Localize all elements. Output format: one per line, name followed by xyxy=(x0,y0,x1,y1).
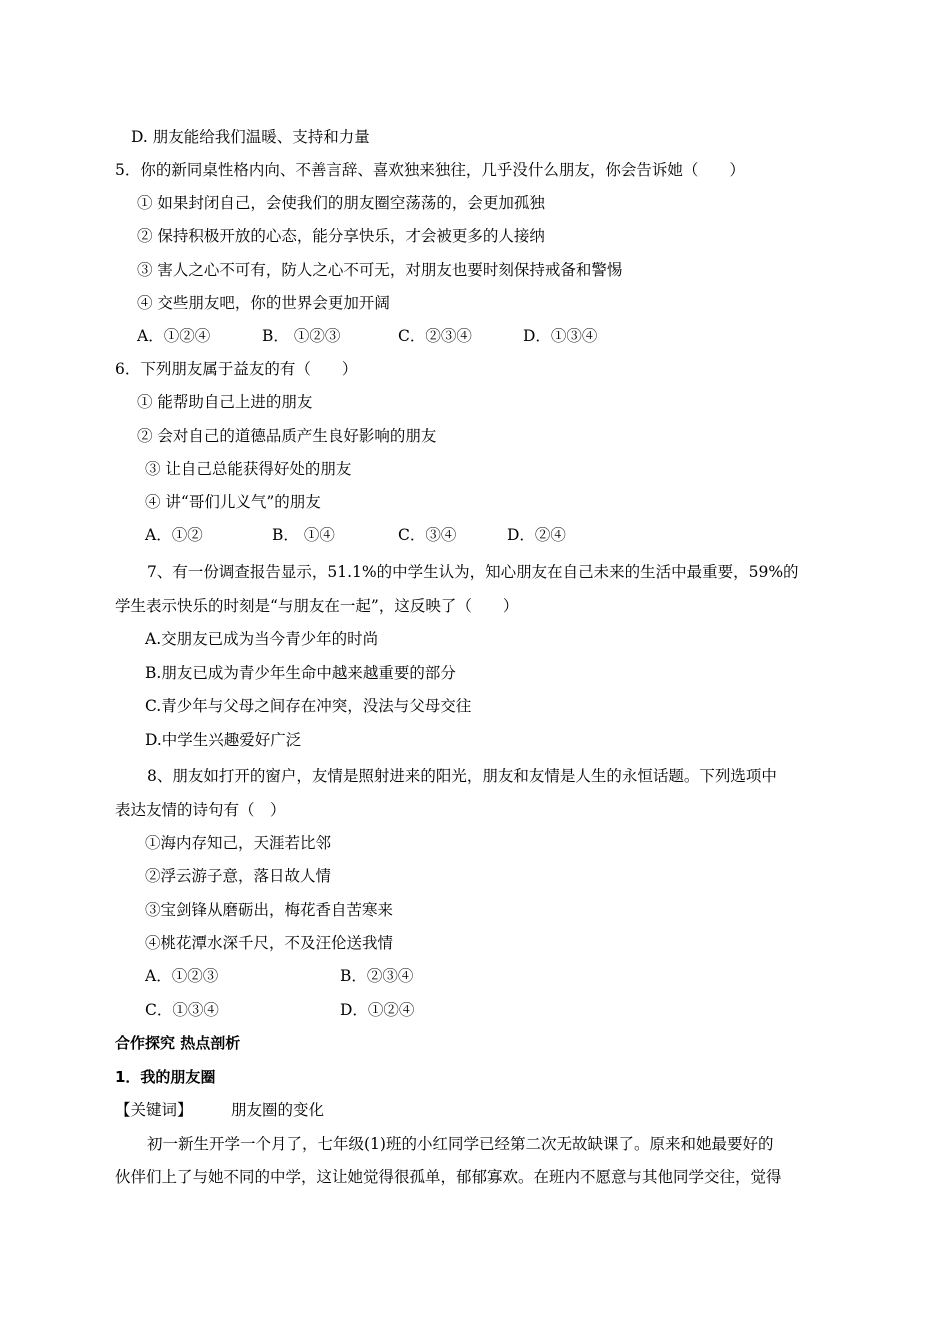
q8-option-a: A．①②③ xyxy=(145,967,219,985)
q7-stem-line-1: 7、有一份调查报告显示，51.1%的中学生认为，知心朋友在自己未来的生活中最重要，59%的 xyxy=(147,563,799,581)
paragraph-line-2: 伙伴们上了与她不同的中学，这让她觉得很孤单，郁郁寡欢。在班内不愿意与其他同学交往，觉得 xyxy=(115,1168,782,1186)
q6-item-3: ③ 让自己总能获得好处的朋友 xyxy=(145,460,352,478)
q8-item-2: ②浮云游子意，落日故人情 xyxy=(145,867,332,885)
q7-option-d: D.中学生兴趣爱好广泛 xyxy=(145,731,302,749)
q5-stem: 5．你的新同桌性格内向、不善言辞、喜欢独来独往，几乎没什么朋友，你会告诉她（ ） xyxy=(115,161,745,179)
q6-item-2: ② 会对自己的道德品质产生良好影响的朋友 xyxy=(137,427,437,445)
q8-item-1: ①海内存知己，天涯若比邻 xyxy=(145,834,332,852)
q8-item-3: ③宝剑锋从磨砺出，梅花香自苦寒来 xyxy=(145,901,394,919)
q6-option-b: B． ①④ xyxy=(272,526,335,544)
keyword-value: 朋友圈的变化 xyxy=(231,1101,325,1119)
q8-option-d: D．①②④ xyxy=(340,1001,415,1019)
q5-item-4: ④ 交些朋友吧，你的世界会更加开阔 xyxy=(137,294,390,312)
q5-option-c: C．②③④ xyxy=(398,327,472,345)
section-title: 合作探究 热点剖析 xyxy=(115,1034,241,1052)
q6-option-a: A．①② xyxy=(145,526,203,544)
q8-stem-line-2: 表达友情的诗句有（ ） xyxy=(115,801,286,819)
q7-option-a: A.交朋友已成为当今青少年的时尚 xyxy=(145,630,379,648)
q5-option-a: A．①②④ xyxy=(137,327,211,345)
q6-stem: 6．下列朋友属于益友的有（ ） xyxy=(115,360,358,378)
keyword-label: 【关键词】 xyxy=(115,1101,193,1119)
q8-item-4: ④桃花潭水深千尺，不及汪伦送我情 xyxy=(145,934,394,952)
q6-item-4: ④ 讲“哥们儿义气”的朋友 xyxy=(145,493,321,511)
paragraph-line-1: 初一新生开学一个月了，七年级(1)班的小红同学已经第二次无故缺课了。原来和她最要好的 xyxy=(147,1135,774,1153)
q5-option-b: B． ①②③ xyxy=(262,327,341,345)
q6-option-d: D．②④ xyxy=(507,526,566,544)
q8-option-c: C．①③④ xyxy=(145,1001,219,1019)
q4-option-d: D. 朋友能给我们温暖、支持和力量 xyxy=(131,128,370,146)
q5-item-1: ① 如果封闭自己，会使我们的朋友圈空荡荡的，会更加孤独 xyxy=(137,194,545,212)
q6-item-1: ① 能帮助自己上进的朋友 xyxy=(137,393,313,411)
q5-item-3: ③ 害人之心不可有，防人之心不可无，对朋友也要时刻保持戒备和警惕 xyxy=(137,261,623,279)
q7-option-c: C.青少年与父母之间存在冲突，没法与父母交往 xyxy=(145,697,472,715)
q6-option-c: C．③④ xyxy=(398,526,457,544)
q7-stem-line-2: 学生表示快乐的时刻是“与朋友在一起”，这反映了（ ） xyxy=(115,597,519,615)
q5-option-d: D．①③④ xyxy=(523,327,598,345)
q7-option-b: B.朋友已成为青少年生命中越来越重要的部分 xyxy=(145,664,456,682)
q5-item-2: ② 保持积极开放的心态，能分享快乐，才会被更多的人接纳 xyxy=(137,227,545,245)
section-subtitle: 1．我的朋友圈 xyxy=(115,1068,216,1086)
q8-stem-line-1: 8、朋友如打开的窗户，友情是照射进来的阳光，朋友和友情是人生的永恒话题。下列选项中 xyxy=(147,767,777,785)
q8-option-b: B．②③④ xyxy=(340,967,414,985)
